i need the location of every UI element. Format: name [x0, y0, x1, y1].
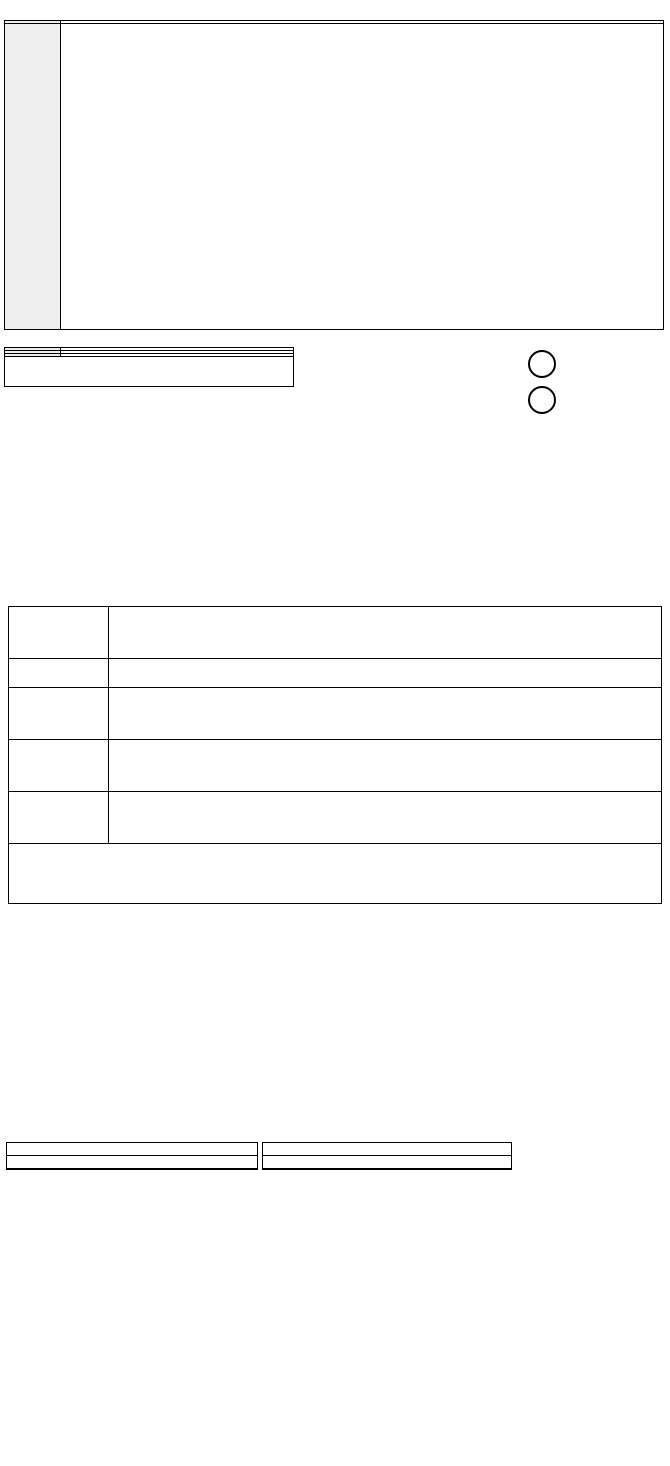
page-title — [8, 4, 28, 17]
thaw-instructions — [10, 448, 660, 482]
recycling-marks — [528, 350, 666, 414]
nutrition-panel-cream — [262, 1142, 512, 1170]
paper-recycle-icon — [528, 386, 556, 414]
nutrition-panel-azuki — [6, 1142, 258, 1170]
set-detail-table — [4, 347, 294, 387]
set-info-table — [4, 20, 664, 330]
plastic-recycle-icon — [528, 350, 556, 378]
taiyaki-table — [8, 606, 662, 904]
storage-instructions — [10, 532, 660, 566]
